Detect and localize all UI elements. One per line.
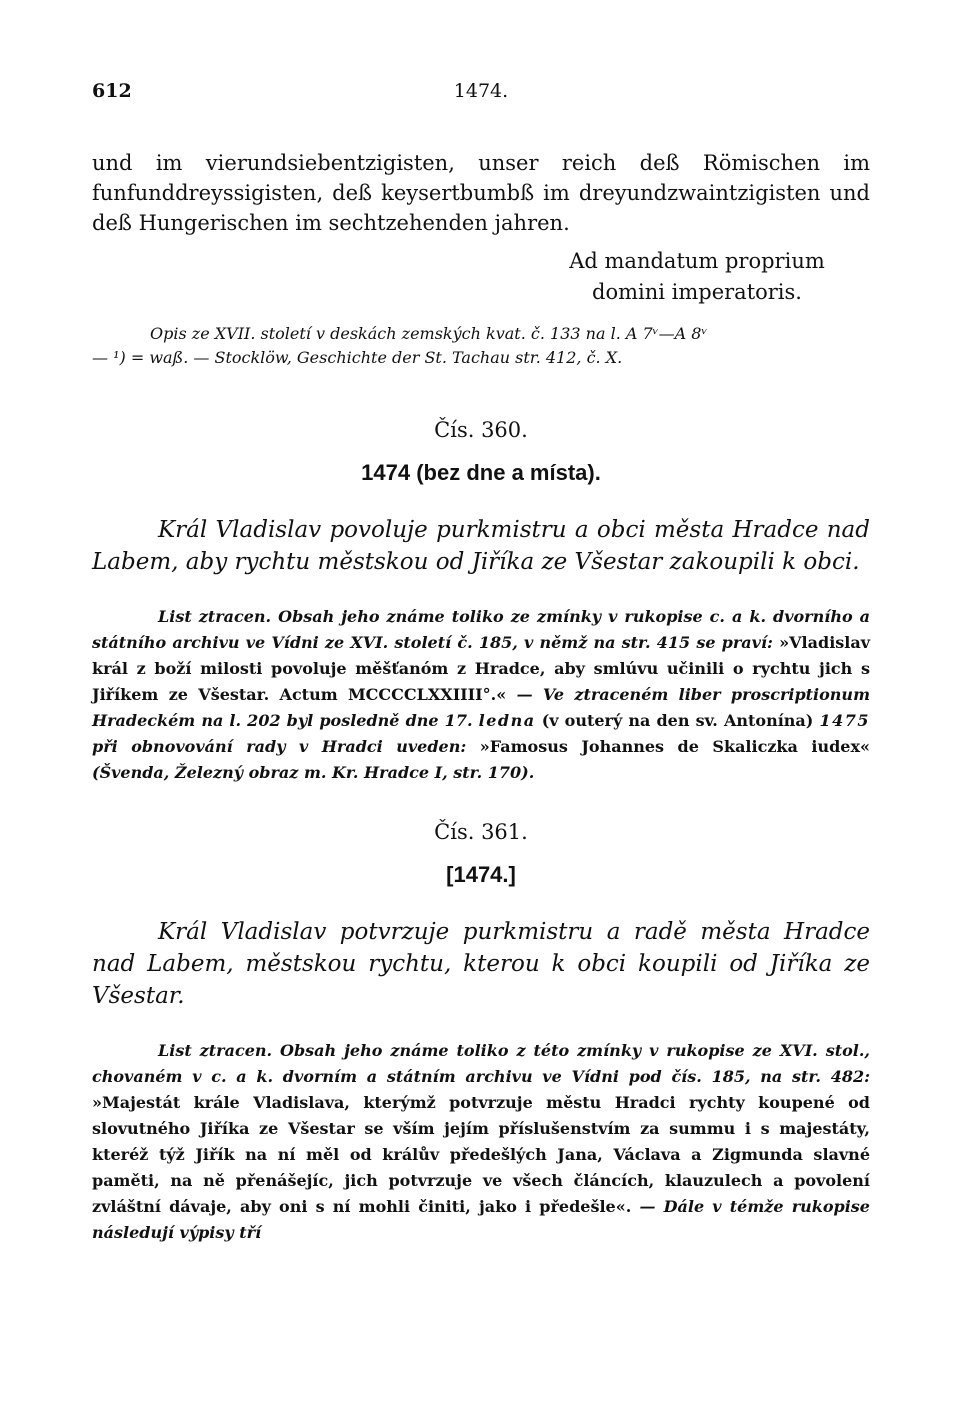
running-head: 1474. <box>453 80 509 102</box>
ad-mandatum-line-1: Ad mandatum proprium <box>569 249 825 273</box>
page-header <box>92 80 870 110</box>
note-360-intro: List ztracen. Obsah jeho známe toliko ze zmínky v rukopise c. a k. dvorního a státního archivu ve Vídni ze XVI. století č. 185, v němž na str. 415 se praví: <box>92 607 870 652</box>
note-361-intro: List ztracen. Obsah jeho známe toliko z této zmínky v rukopise ze XVI. stol., chovaném v c. a k. dvorním a státním archivu ve Vídni pod čís. 185, na str. 482: <box>92 1041 870 1086</box>
ad-mandatum-line-2: domini imperatoris. <box>592 280 802 304</box>
regest-361: Král Vladislav potvrzuje purkmistru a radě města Hradce nad Labem, městskou rychtu, kterou k obci koupili od Jiříka ze Všestar. <box>92 919 870 1009</box>
document-number-360: Čís. 360. <box>434 418 528 442</box>
note-360-year: 1475 <box>819 711 870 730</box>
note-361-quote: »Majestát krále Vladislava, kterýmž potvrzuje městu Hradci rychty koupené od slovutného Jiříka ze Všestar se vším jejím příslušenstvím za summu i s majestáty, kteréž týž Jiřík na ní měl od králův předešlých Jana, Václava a Zigmunda slavné paměti, na ně přenášejíc, jich potvrzuje ve všech článcích, klauzulech a povolení zvláštní dávaje, aby oni s ní mohli činiti, jako i předešle«. <box>92 1093 870 1216</box>
source-note-line-2: — ¹) = waß. — Stocklöw, Geschichte der St. Tachau str. 412, č. X. <box>92 348 623 367</box>
note-360-month: ledna <box>478 711 536 730</box>
note-360 <box>92 604 870 786</box>
note-361 <box>92 1038 870 1246</box>
document-date-360: 1474 (bez dne a místa). <box>361 460 601 485</box>
note-360-liber: — Ve ztraceném liber proscriptionum Hradeckém na l. 202 byl posledně dne 17. <box>92 685 870 730</box>
regest-360: Král Vladislav povoluje purkmistru a obci města Hradce nad Labem, aby rychtu městskou od Jiříka ze Všestar zakoupili k obci. <box>92 517 870 575</box>
document-date-361: [1474.] <box>446 862 516 887</box>
note-360-feast: (v outerý na den sv. Antonína) <box>541 711 814 730</box>
page <box>92 80 870 1246</box>
document-number-361: Čís. 361. <box>434 820 528 844</box>
ad-mandatum-note <box>532 246 862 308</box>
source-note-line-1: Opis ze XVII. století v deskách zemských kvat. č. 133 na l. A 7ᵛ—A 8ᵛ <box>150 324 708 343</box>
source-note <box>92 322 870 370</box>
page-number: 612 <box>92 80 132 102</box>
note-360-council: při obnovování rady v Hradci uveden: <box>92 737 467 756</box>
note-360-citation: (Švenda, Železný obraz m. Kr. Hradce I, str. 170). <box>92 763 535 782</box>
charter-text-end: und im vierundsiebentzigisten, unser reich deß Römischen im funfunddreyssigisten, deß keysertbumbß im dreyundzwaintzigisten und deß Hungerischen im sechtzehenden jahren. <box>92 151 870 235</box>
note-360-iudex: »Famosus Johannes de Skaliczka iudex« <box>479 737 870 756</box>
note-360-quote: »Vladislav král z boží milosti povoluje měšťanóm z Hradce, aby smlúvu učinili o rychtu jich s Jiříkem ze Všestar. Actum MCCCCLXXIIII°.« <box>92 633 871 704</box>
note-361-continuation: — Dále v témže rukopise následují výpisy tří <box>92 1197 870 1242</box>
